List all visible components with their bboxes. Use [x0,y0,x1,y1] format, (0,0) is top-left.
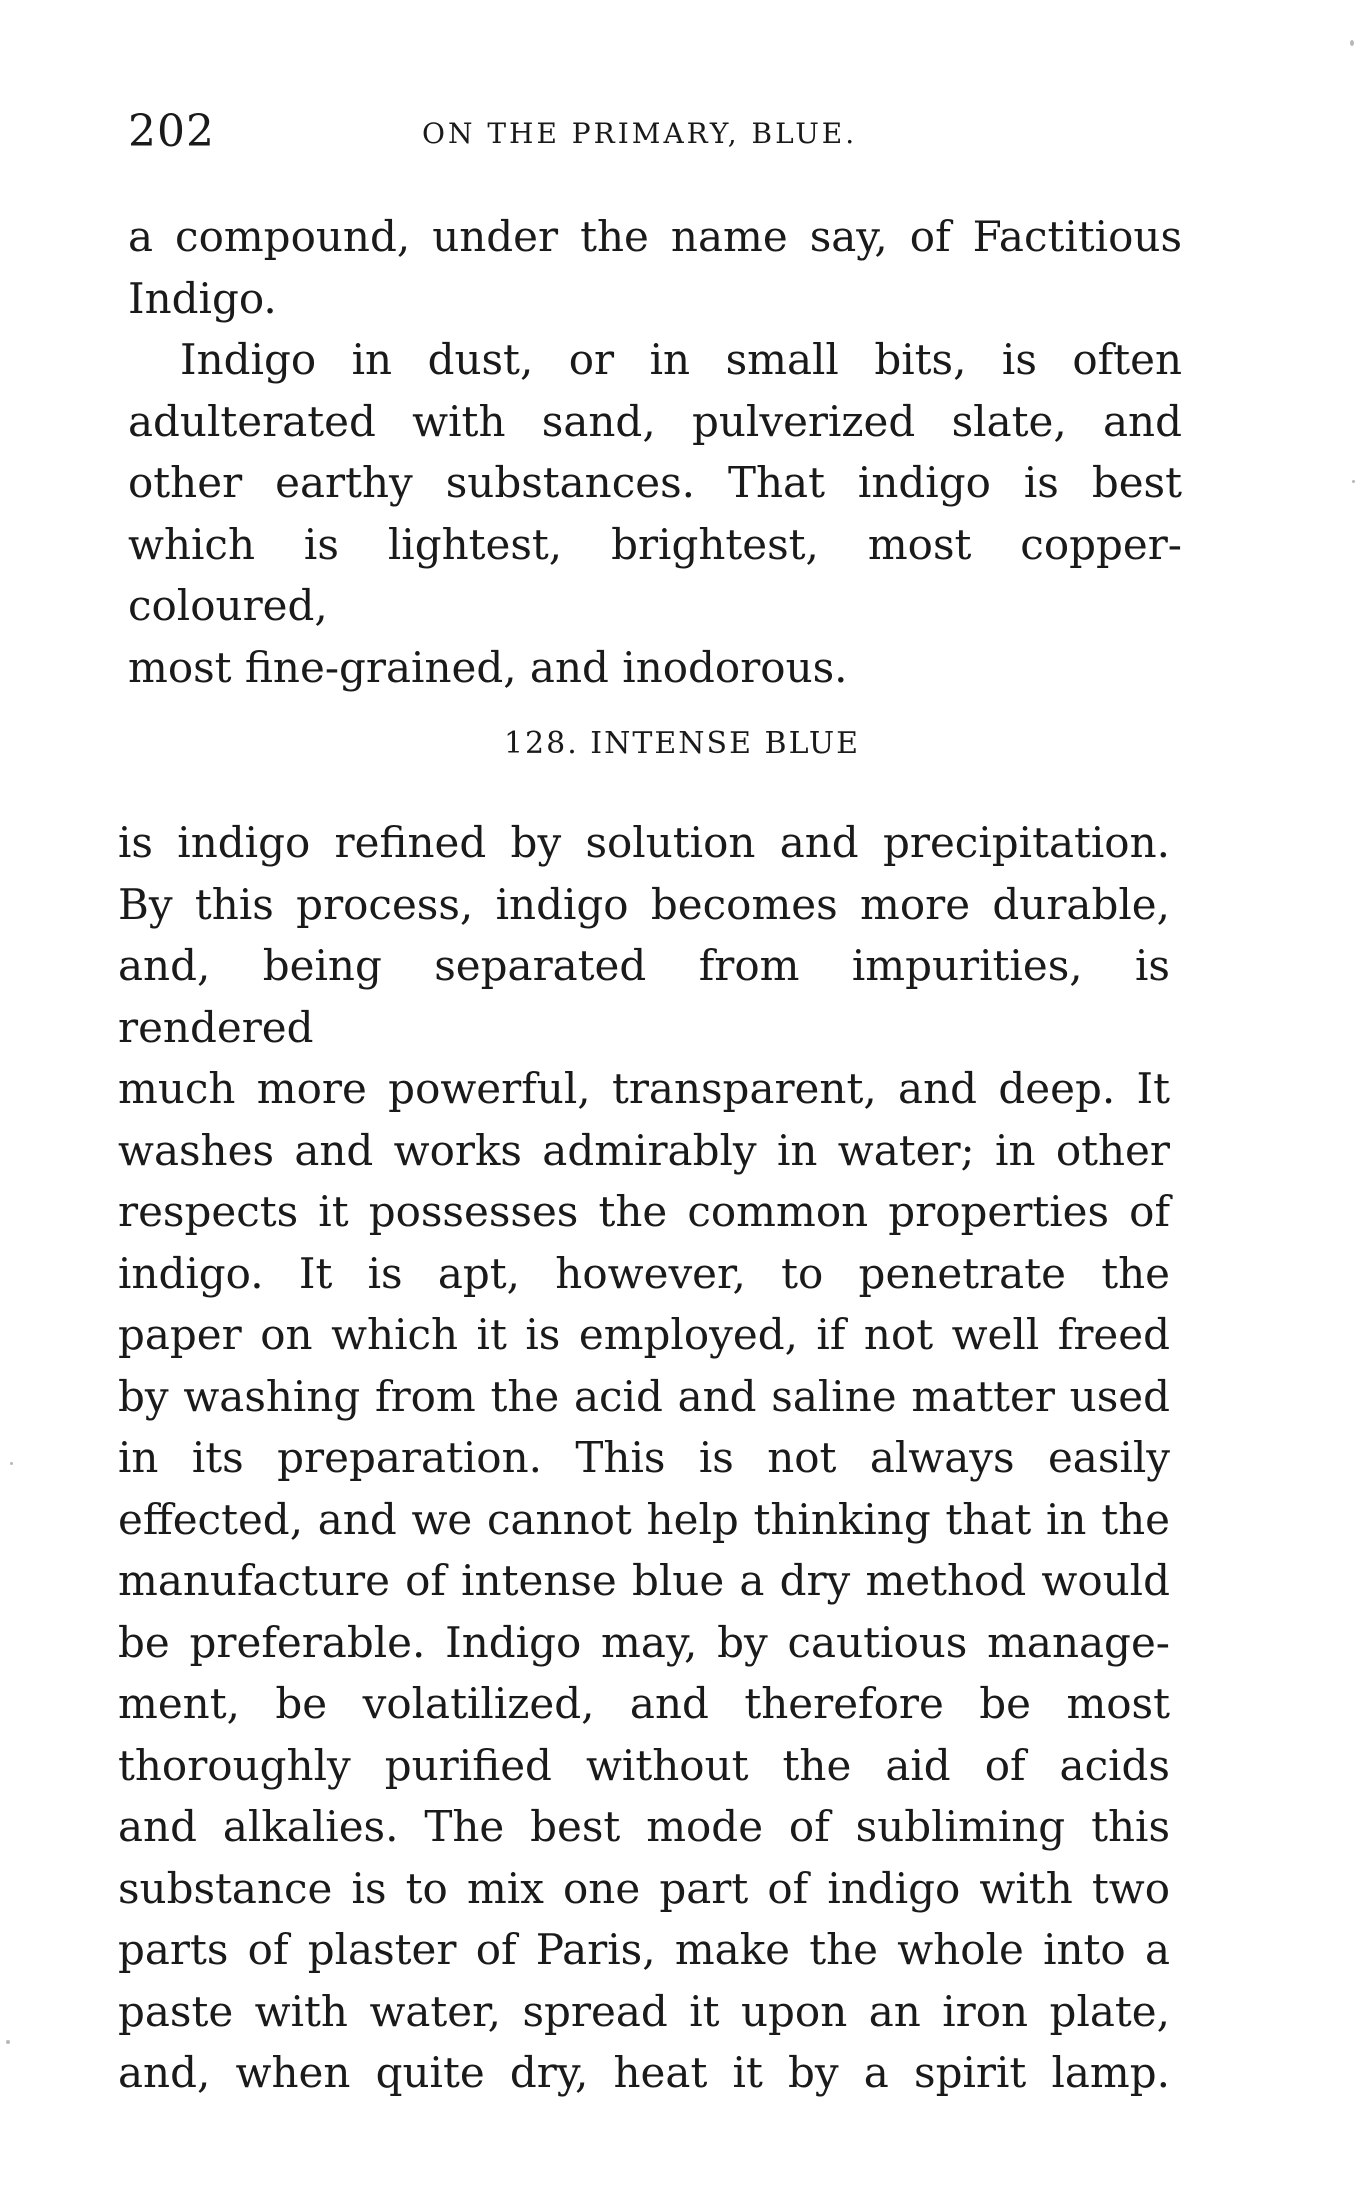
section-body [118,812,1170,2104]
opening-text [128,206,1182,698]
running-head [128,102,1168,162]
text-line: washes and works admirably in water; in other [118,1125,1170,1175]
text-line: and, when quite dry, heat it by a spirit lamp. [118,2048,1170,2097]
text-line: paper on which it is employed, if not well freed [118,1310,1170,1359]
text-line: By this process, indigo becomes more durable, [118,879,1170,929]
paper-speck [6,2040,10,2044]
paper-speck [1352,480,1355,483]
text-line: in its preparation. This is not always easily [118,1433,1170,1482]
text-line: other earthy substances. That indigo is best [128,458,1182,507]
text-line: effected, and we cannot help thinking that in the [118,1494,1170,1544]
section-heading: 128. INTENSE BLUE [503,726,861,761]
text-line: be preferable. Indigo may, by cautious manage- [118,1617,1170,1667]
text-line: which is lightest, brightest, most copper-coloured, [128,519,1182,630]
text-line: substance is to mix one part of indigo with two [118,1863,1170,1913]
text-line: adulterated with sand, pulverized slate, and [128,396,1182,446]
page-number: 202 [128,106,215,157]
text-line: is indigo refined by solution and precipitation. [118,818,1170,867]
text-line: Indigo in dust, or in small bits, is often [180,335,1182,384]
text-line: and, being separated from impurities, is rendered [118,941,1170,1052]
paper-speck [10,1462,13,1465]
text-line: ment, be volatilized, and therefore be most [118,1679,1170,1728]
text-line: much more powerful, transparent, and deep. It [118,1064,1170,1113]
text-line: paste with water, spread it upon an iron plate, [118,1986,1170,2036]
text-line: thoroughly purified without the aid of acids [118,1740,1170,1790]
text-line: most fine-grained, and inodorous. [128,642,848,692]
text-line: a compound, under the name say, of Factitious [128,212,1182,261]
text-line: Indigo. [128,273,277,323]
running-title: ON THE PRIMARY, BLUE. [422,117,858,150]
text-line: and alkalies. The best mode of subliming this [118,1802,1170,1851]
text-line: manufacture of intense blue a dry method would [118,1556,1170,1605]
text-line: by washing from the acid and saline matter used [118,1371,1170,1421]
text-line: respects it possesses the common properties of [118,1187,1170,1236]
text-line: parts of plaster of Paris, make the whole into a [118,1925,1170,1974]
text-line: indigo. It is apt, however, to penetrate the [118,1248,1170,1298]
paper-speck [1350,40,1354,46]
